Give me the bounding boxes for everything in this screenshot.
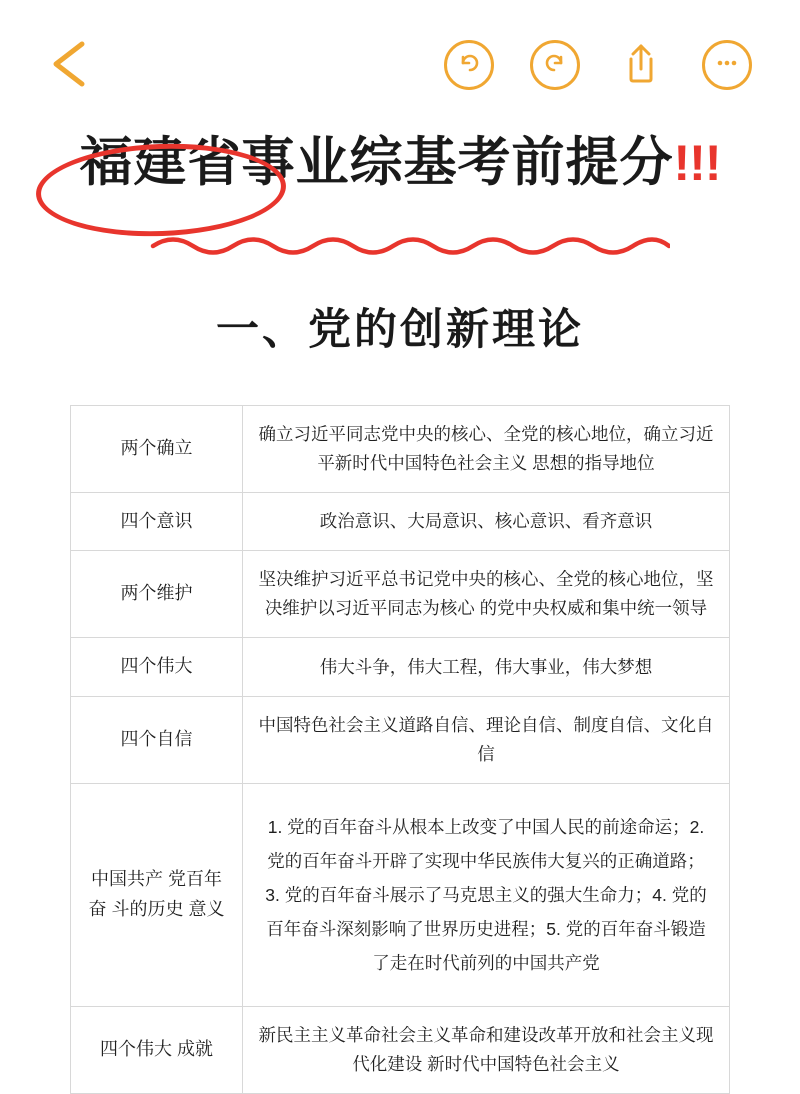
table-cell-term: 两个确立 (71, 406, 243, 493)
chevron-left-icon (44, 36, 96, 92)
page-title-exclaim: !!! (673, 135, 721, 191)
table-cell-desc: 确立习近平同志党中央的核心、全党的核心地位，确立习近平新时代中国特色社会主义 思想的指导地位 (243, 406, 730, 493)
table-row (71, 696, 730, 783)
table-cell-desc: 坚决维护习近平总书记党中央的核心、全党的核心地位，坚决维护以习近平同志为核心 的党中央权威和集中统一领导 (243, 551, 730, 638)
table-row (71, 1007, 730, 1094)
table-cell-desc: 政治意识、大局意识、核心意识、看齐意识 (243, 492, 730, 551)
table-cell-term: 四个自信 (71, 696, 243, 783)
page-title-text: 福建省事业综基考前提分 (79, 133, 674, 192)
toolbar-actions (444, 40, 752, 90)
share-button[interactable] (616, 40, 666, 90)
table-cell-term: 四个意识 (71, 492, 243, 551)
table-cell-desc: 新民主主义革命社会主义革命和建设改革开放和社会主义现代化建设 新时代中国特色社会主义 (243, 1007, 730, 1094)
title-block (0, 134, 800, 274)
content-table (70, 405, 730, 1094)
table-row (71, 492, 730, 551)
table-cell-desc: 1. 党的百年奋斗从根本上改变了中国人民的前途命运；2. 党的百年奋斗开辟了实现中华民族伟大复兴的正确道路；3. 党的百年奋斗展示了马克思主义的强大生命力；4. 党的百年奋斗深刻影响了世界历史进程；5. 党的百年奋斗锻造了走在时代前列的中国共产党 (243, 783, 730, 1007)
table-cell-desc: 伟大斗争，伟大工程，伟大事业，伟大梦想 (243, 638, 730, 697)
page-title (80, 134, 721, 192)
table-row (71, 783, 730, 1007)
undo-button[interactable] (444, 40, 494, 90)
table-cell-term: 两个维护 (71, 551, 243, 638)
top-toolbar (0, 0, 800, 120)
red-squiggle-annotation (150, 230, 670, 261)
more-icon (712, 48, 742, 83)
table-row (71, 406, 730, 493)
back-button[interactable] (44, 36, 96, 92)
more-button[interactable] (702, 40, 752, 90)
share-icon (621, 41, 661, 90)
content-table-wrapper (70, 405, 730, 1094)
table-cell-term: 中国共产 党百年奋 斗的历史 意义 (71, 783, 243, 1007)
undo-icon (454, 48, 484, 83)
redo-button[interactable] (530, 40, 580, 90)
table-cell-term: 四个伟大 (71, 638, 243, 697)
table-cell-term: 四个伟大 成就 (71, 1007, 243, 1094)
table-cell-desc: 中国特色社会主义道路自信、理论自信、制度自信、文化自信 (243, 696, 730, 783)
table-row (71, 551, 730, 638)
table-row (71, 638, 730, 697)
redo-icon (540, 48, 570, 83)
section-heading: 一、党的创新理论 (216, 306, 584, 354)
